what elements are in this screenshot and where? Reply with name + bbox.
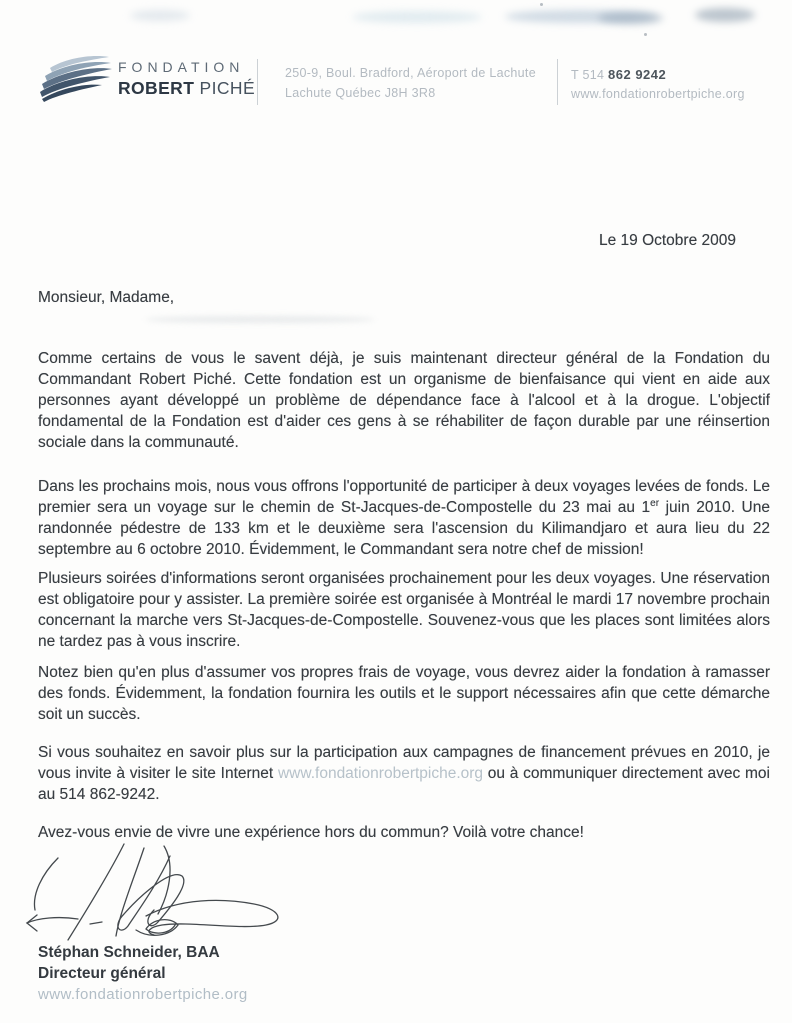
logo-piche: PICHÉ <box>194 78 256 98</box>
signer-name: Stéphan Schneider, BAA <box>38 944 220 961</box>
scan-artifact <box>352 11 482 23</box>
scan-speck <box>644 33 647 36</box>
header-divider <box>257 59 258 105</box>
signer-title: Directeur général <box>38 965 166 982</box>
paragraph-voyages-text: Dans les prochains mois, nous vous offrons l'opportunité de participer à deux voyages levées de fonds. Le premier sera un voyage sur le chemin de St-Jacques-de-Compostelle du 23 mai au 1 <box>38 478 770 516</box>
letterhead <box>0 54 792 116</box>
wing-logo-icon <box>38 55 114 105</box>
logo-line-fondation: FONDATION <box>118 59 245 75</box>
paragraph-site-text: ou à communiquer directement avec moi au 514 862-9242. <box>38 765 770 803</box>
paragraph-site-text: Si vous souhaitez en savoir plus sur la participation aux campagnes de financement prévues en 2010, je vous invite à visiter le site Internet <box>38 744 770 782</box>
phone-label: T 514 <box>571 68 609 82</box>
scan-artifact <box>695 8 755 22</box>
salutation: Monsieur, Madame, <box>38 289 175 306</box>
logo-wordmark <box>118 59 255 99</box>
letterhead-address <box>285 63 536 103</box>
signature-scribble <box>18 836 303 944</box>
paragraph-site <box>38 742 770 805</box>
scan-artifact <box>598 12 663 24</box>
logo-line-robert-piche <box>118 78 255 99</box>
header-divider <box>557 59 558 105</box>
paragraph-voyages-text: juin 2010. Une randonnée pédestre de 133 km et le deuxième sera l'ascension du Kilimandjaro et aura lieu du 22 septembre au 6 octobre 2010. Évidemment, le Commandant sera notre chef de mission! <box>38 499 770 558</box>
scan-artifact <box>505 10 655 23</box>
signature-block <box>38 942 248 1005</box>
date-line: Le 19 Octobre 2009 <box>598 232 736 249</box>
phone-number: 862 9242 <box>608 67 667 82</box>
paragraph-intro: Comme certains de vous le savent déjà, je suis maintenant directeur général de la Fondation du Commandant Robert Piché. Cette fondation est un organisme de bienfaisance qui vient en aide aux personnes ayant développé un problème de dépendance face à l'alcool et à la drogue. L'objectif fondamental de la Fondation est d'aider ces gens à se réhabiliter de façon durable par une réinsertion sociale dans la communauté. <box>38 350 770 451</box>
signature-website: www.fondationrobertpiche.org <box>38 986 248 1003</box>
scan-artifact <box>130 10 190 21</box>
paragraph-fonds: Notez bien qu'en plus d'assumer vos propres frais de voyage, vous devrez aider la fondation à ramasser des fonds. Évidemment, la fondation fournira les outils et le support nécessaires afin que cette démarche soit un succès. <box>38 664 770 723</box>
logo-robert: ROBERT <box>118 78 195 98</box>
address-line-2: Lachute Québec J8H 3R8 <box>285 86 436 100</box>
letterhead-contact <box>571 65 745 104</box>
letterhead-website: www.fondationrobertpiche.org <box>571 87 745 101</box>
inline-website-link: www.fondationrobertpiche.org <box>277 765 484 782</box>
address-line-1: 250-9, Boul. Bradford, Aéroport de Lachute <box>285 66 536 80</box>
paragraph-closing: Avez-vous envie de vivre une expérience hors du commun? Voilà votre chance! <box>38 824 584 841</box>
ordinal-superscript: er <box>650 497 660 509</box>
paragraph-voyages <box>38 476 770 560</box>
scan-speck <box>540 3 543 6</box>
phone-line <box>571 65 745 85</box>
paragraph-soirees: Plusieurs soirées d'informations seront organisées prochainement pour les deux voyages. Une réservation est obligatoire pour y assister. La première soirée est organisée à Montréal le mardi 17 novembre prochain concernant la marche vers St-Jacques-de-Compostelle. Souvenez-vous que les places sont limitées alors ne tardez pas à vous inscrire. <box>38 570 770 650</box>
letter-body <box>38 230 770 843</box>
